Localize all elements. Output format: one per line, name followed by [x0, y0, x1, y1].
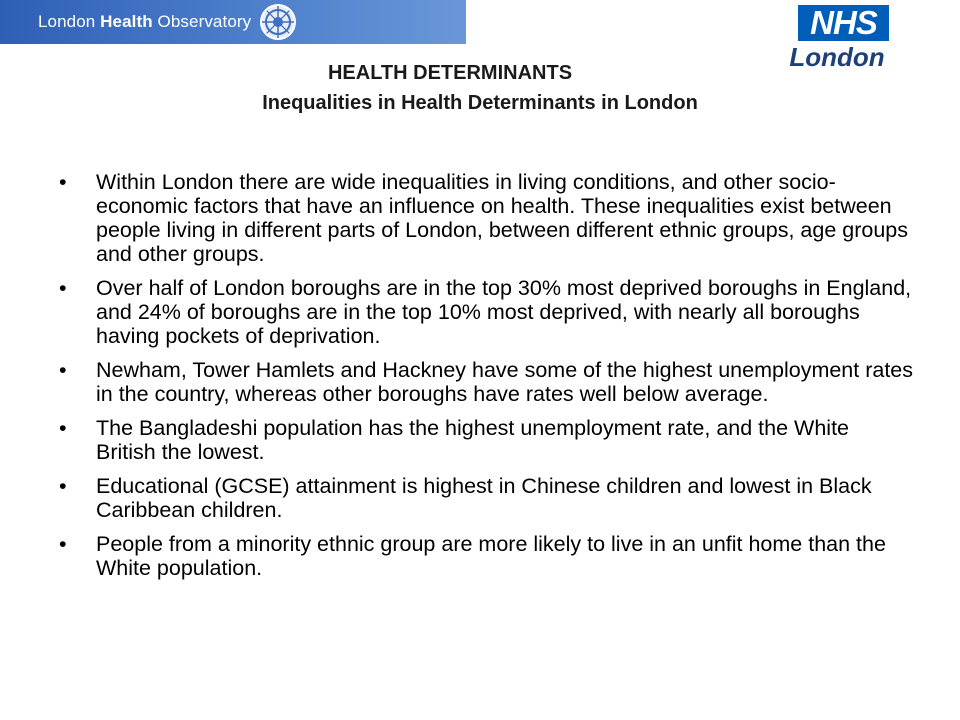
observatory-name-part3: Observatory — [152, 12, 252, 31]
observatory-emblem-icon — [259, 3, 297, 41]
bullet-text: Educational (GCSE) attainment is highest in Chinese children and lowest in Black Caribbean children. — [96, 474, 872, 522]
observatory-logo-text — [38, 12, 251, 32]
bullet-item — [56, 276, 914, 348]
observatory-name-part1: London — [38, 12, 101, 31]
nhs-region-label: London — [789, 42, 885, 72]
bullet-icon: • — [59, 532, 67, 556]
bullet-list — [56, 170, 914, 590]
bullet-icon: • — [59, 276, 67, 300]
slide-title-block — [0, 58, 960, 118]
bullet-item — [56, 358, 914, 406]
bullet-item — [56, 416, 914, 464]
bullet-icon: • — [59, 170, 67, 194]
bullet-text: Within London there are wide inequalities in living conditions, and other socio-economic factors that have an influence on health. These inequalities exist between people living in different parts of London, between different ethnic groups, age groups and other groups. — [96, 170, 908, 266]
bullet-text: The Bangladeshi population has the highest unemployment rate, and the White British the lowest. — [96, 416, 849, 464]
bullet-icon: • — [59, 474, 67, 498]
observatory-name-part2: Health — [100, 12, 153, 31]
slide-subtitle: Inequalities in Health Determinants in London — [262, 92, 698, 114]
bullet-item — [56, 532, 914, 580]
london-health-observatory-banner — [0, 0, 466, 44]
bullet-icon: • — [59, 416, 67, 440]
bullet-text: Newham, Tower Hamlets and Hackney have some of the highest unemployment rates in the country, whereas other boroughs have rates well below average. — [96, 358, 914, 406]
bullet-text: People from a minority ethnic group are more likely to live in an unfit home than the White population. — [96, 532, 886, 580]
bullet-item — [56, 474, 914, 522]
bullet-text: Over half of London boroughs are in the top 30% most deprived boroughs in England, and 24% of boroughs are in the top 10% most deprived, with nearly all boroughs having pockets of deprivation. — [96, 276, 912, 348]
bullet-item — [56, 170, 914, 266]
bullet-icon: • — [59, 358, 67, 382]
nhs-logo: NHS — [798, 5, 889, 41]
slide-title: HEALTH DETERMINANTS — [327, 62, 573, 84]
